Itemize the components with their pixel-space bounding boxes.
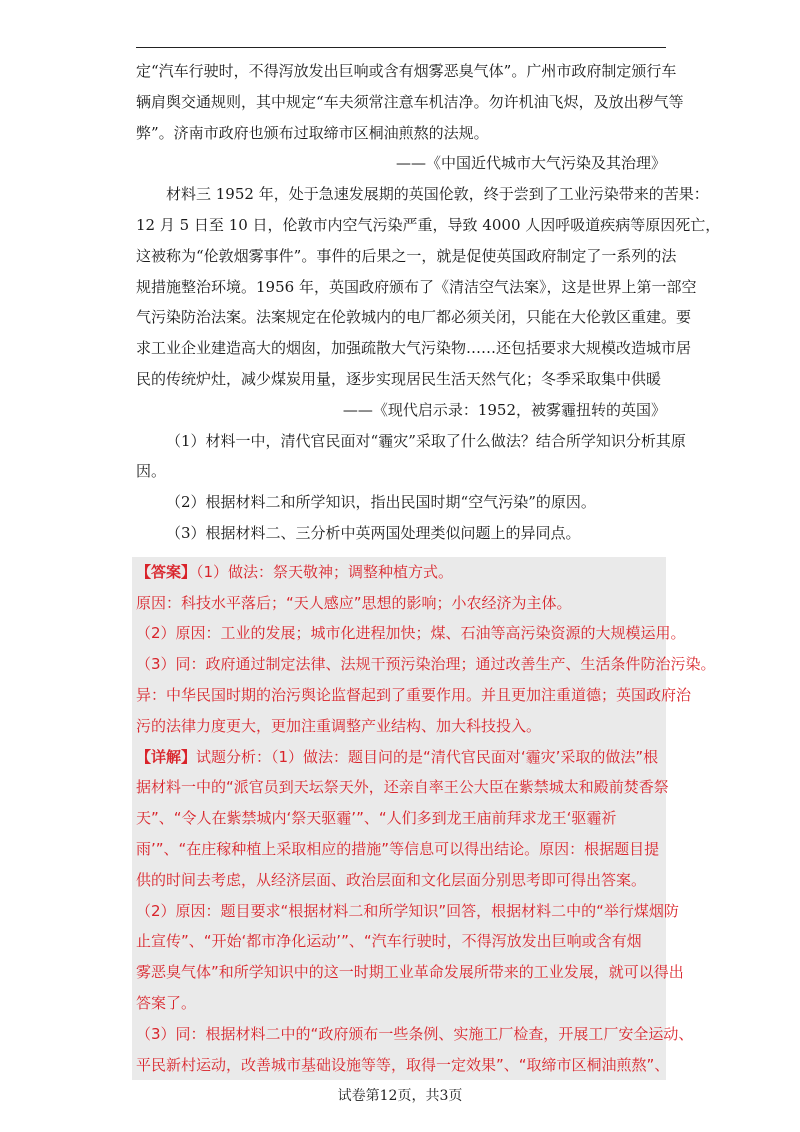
answer-line-first	[136, 557, 666, 588]
material-line: 弊”。济南市政府也颁布过取缔市区桐油煎熬的法规。	[136, 123, 489, 142]
source-citation-2: ——《中国近代城市大气污染及其治理》	[395, 154, 666, 173]
detail-line: （2）原因：题目要求“根据材料二和所学知识”回答，根据材料二中的“举行煤烟防	[136, 901, 679, 920]
question-1: （1）材料一中，清代官民面对“霾灾”采取了什么做法？结合所学知识分析其原	[166, 431, 686, 450]
material3-line: 这被称为“伦敦烟雾事件”。事件的后果之一，就是促使英国政府制定了一系列的法	[136, 246, 677, 265]
answer-line: 原因：科技水平落后；“天人感应”思想的影响；小农经济为主体。	[136, 593, 572, 612]
source-citation-3: ——《现代启示录：1952，被雾霾扭转的英国》	[342, 400, 666, 419]
material3-line: 规措施整治环境。1956 年，英国政府颁布了《清洁空气法案》，这是世界上第一部空	[136, 277, 697, 296]
detail-line: 据材料一中的“派官员到天坛祭天外，还亲自率王公大臣在紫禁城太和殿前焚香祭	[136, 778, 669, 797]
answer-line: （3）同：政府通过制定法律、法规干预污染治理；通过改善生产、生活条件防治污染。	[136, 655, 716, 674]
material3-line: 求工业企业建造高大的烟囱，加强疏散大气污染物……还包括要求大规模改造城市居	[136, 339, 692, 358]
page-footer: 试卷第12页，共3页	[337, 1088, 463, 1104]
question-2: （2）根据材料二和所学知识，指出民国时期“空气污染”的原因。	[166, 493, 596, 512]
detail-text: 试题分析：（1）做法：题目问的是“清代官民面对‘霾灾’采取的做法”根	[196, 747, 659, 766]
answer-tag: 【答案】	[136, 562, 197, 581]
detail-line: 供的时间去考虑，从经济层面、政治层面和文化层面分别思考即可得出答案。	[136, 870, 647, 889]
answer-line: （2）原因：工业的发展；城市化进程加快；煤、石油等高污染资源的大规模运用。	[136, 624, 686, 643]
answer-text: （1）做法：祭天敬神；调整种植方式。	[196, 562, 454, 581]
detail-line: 答案了。	[136, 993, 197, 1012]
detail-line: 止宣传”、“开始‘都市净化运动’”、“汽车行驶时，不得泻放发出巨响或含有烟	[136, 932, 642, 951]
detail-line: 天”、“令人在紫禁城内‘祭天驱霾’”、“人们多到龙王庙前拜求龙王‘驱霾祈	[136, 809, 617, 828]
detail-line-first	[136, 742, 666, 773]
material3-line: 气污染防治法案。法案规定在伦敦城内的电厂都必须关闭，只能在大伦敦区重建。要	[136, 308, 692, 327]
question-3: （3）根据材料二、三分析中英两国处理类似问题上的异同点。	[166, 523, 581, 542]
answer-section	[132, 557, 716, 1081]
material-line: 定“汽车行驶时，不得泻放发出巨响或含有烟雾恶臭气体”。广州市政府制定颁行车	[136, 62, 677, 80]
question-1-cont: 因。	[136, 462, 167, 481]
answer-line: 污的法律力度更大，更加注重调整产业结构、加大科技投入。	[136, 716, 542, 735]
detail-line: 雨’”、“在庄稼种植上采取相应的措施”等信息可以得出结论。原因：根据题目提	[136, 839, 660, 858]
answer-line: 异：中华民国时期的治污舆论监督起到了重要作用。并且更加注重道德；英国政府治	[136, 685, 692, 704]
detail-line: （3）同：根据材料二中的“政府颁布一些条例、实施工厂检查，开展工厂安全运动、	[136, 1024, 694, 1043]
material3-line: 12 月 5 日至 10 日，伦敦市内空气污染严重，导致 4000 人因呼吸道疾病等原因死亡，	[136, 215, 721, 234]
header-rule	[136, 47, 666, 48]
material3-line: 民的传统炉灶，减少煤炭用量，逐步实现居民生活天然气化；冬季采取集中供暖	[136, 369, 662, 388]
detail-line: 平民新村运动，改善城市基础设施等等，取得一定效果”、“取缔市区桐油煎熬”、	[136, 1055, 670, 1074]
detail-line: 雾恶臭气体”和所学知识中的这一时期工业革命发展所带来的工业发展，就可以得出	[136, 963, 684, 982]
material-line: 辆肩舆交通规则，其中规定“车夫须常注意车机洁净。勿许机油飞烬，及放出秽气等	[136, 92, 684, 111]
material3-line: 材料三 1952 年，处于急速发展期的英国伦敦，终于尝到了工业污染带来的苦果：	[166, 185, 709, 204]
page-content	[136, 56, 721, 1080]
detail-tag: 【详解】	[136, 747, 197, 766]
